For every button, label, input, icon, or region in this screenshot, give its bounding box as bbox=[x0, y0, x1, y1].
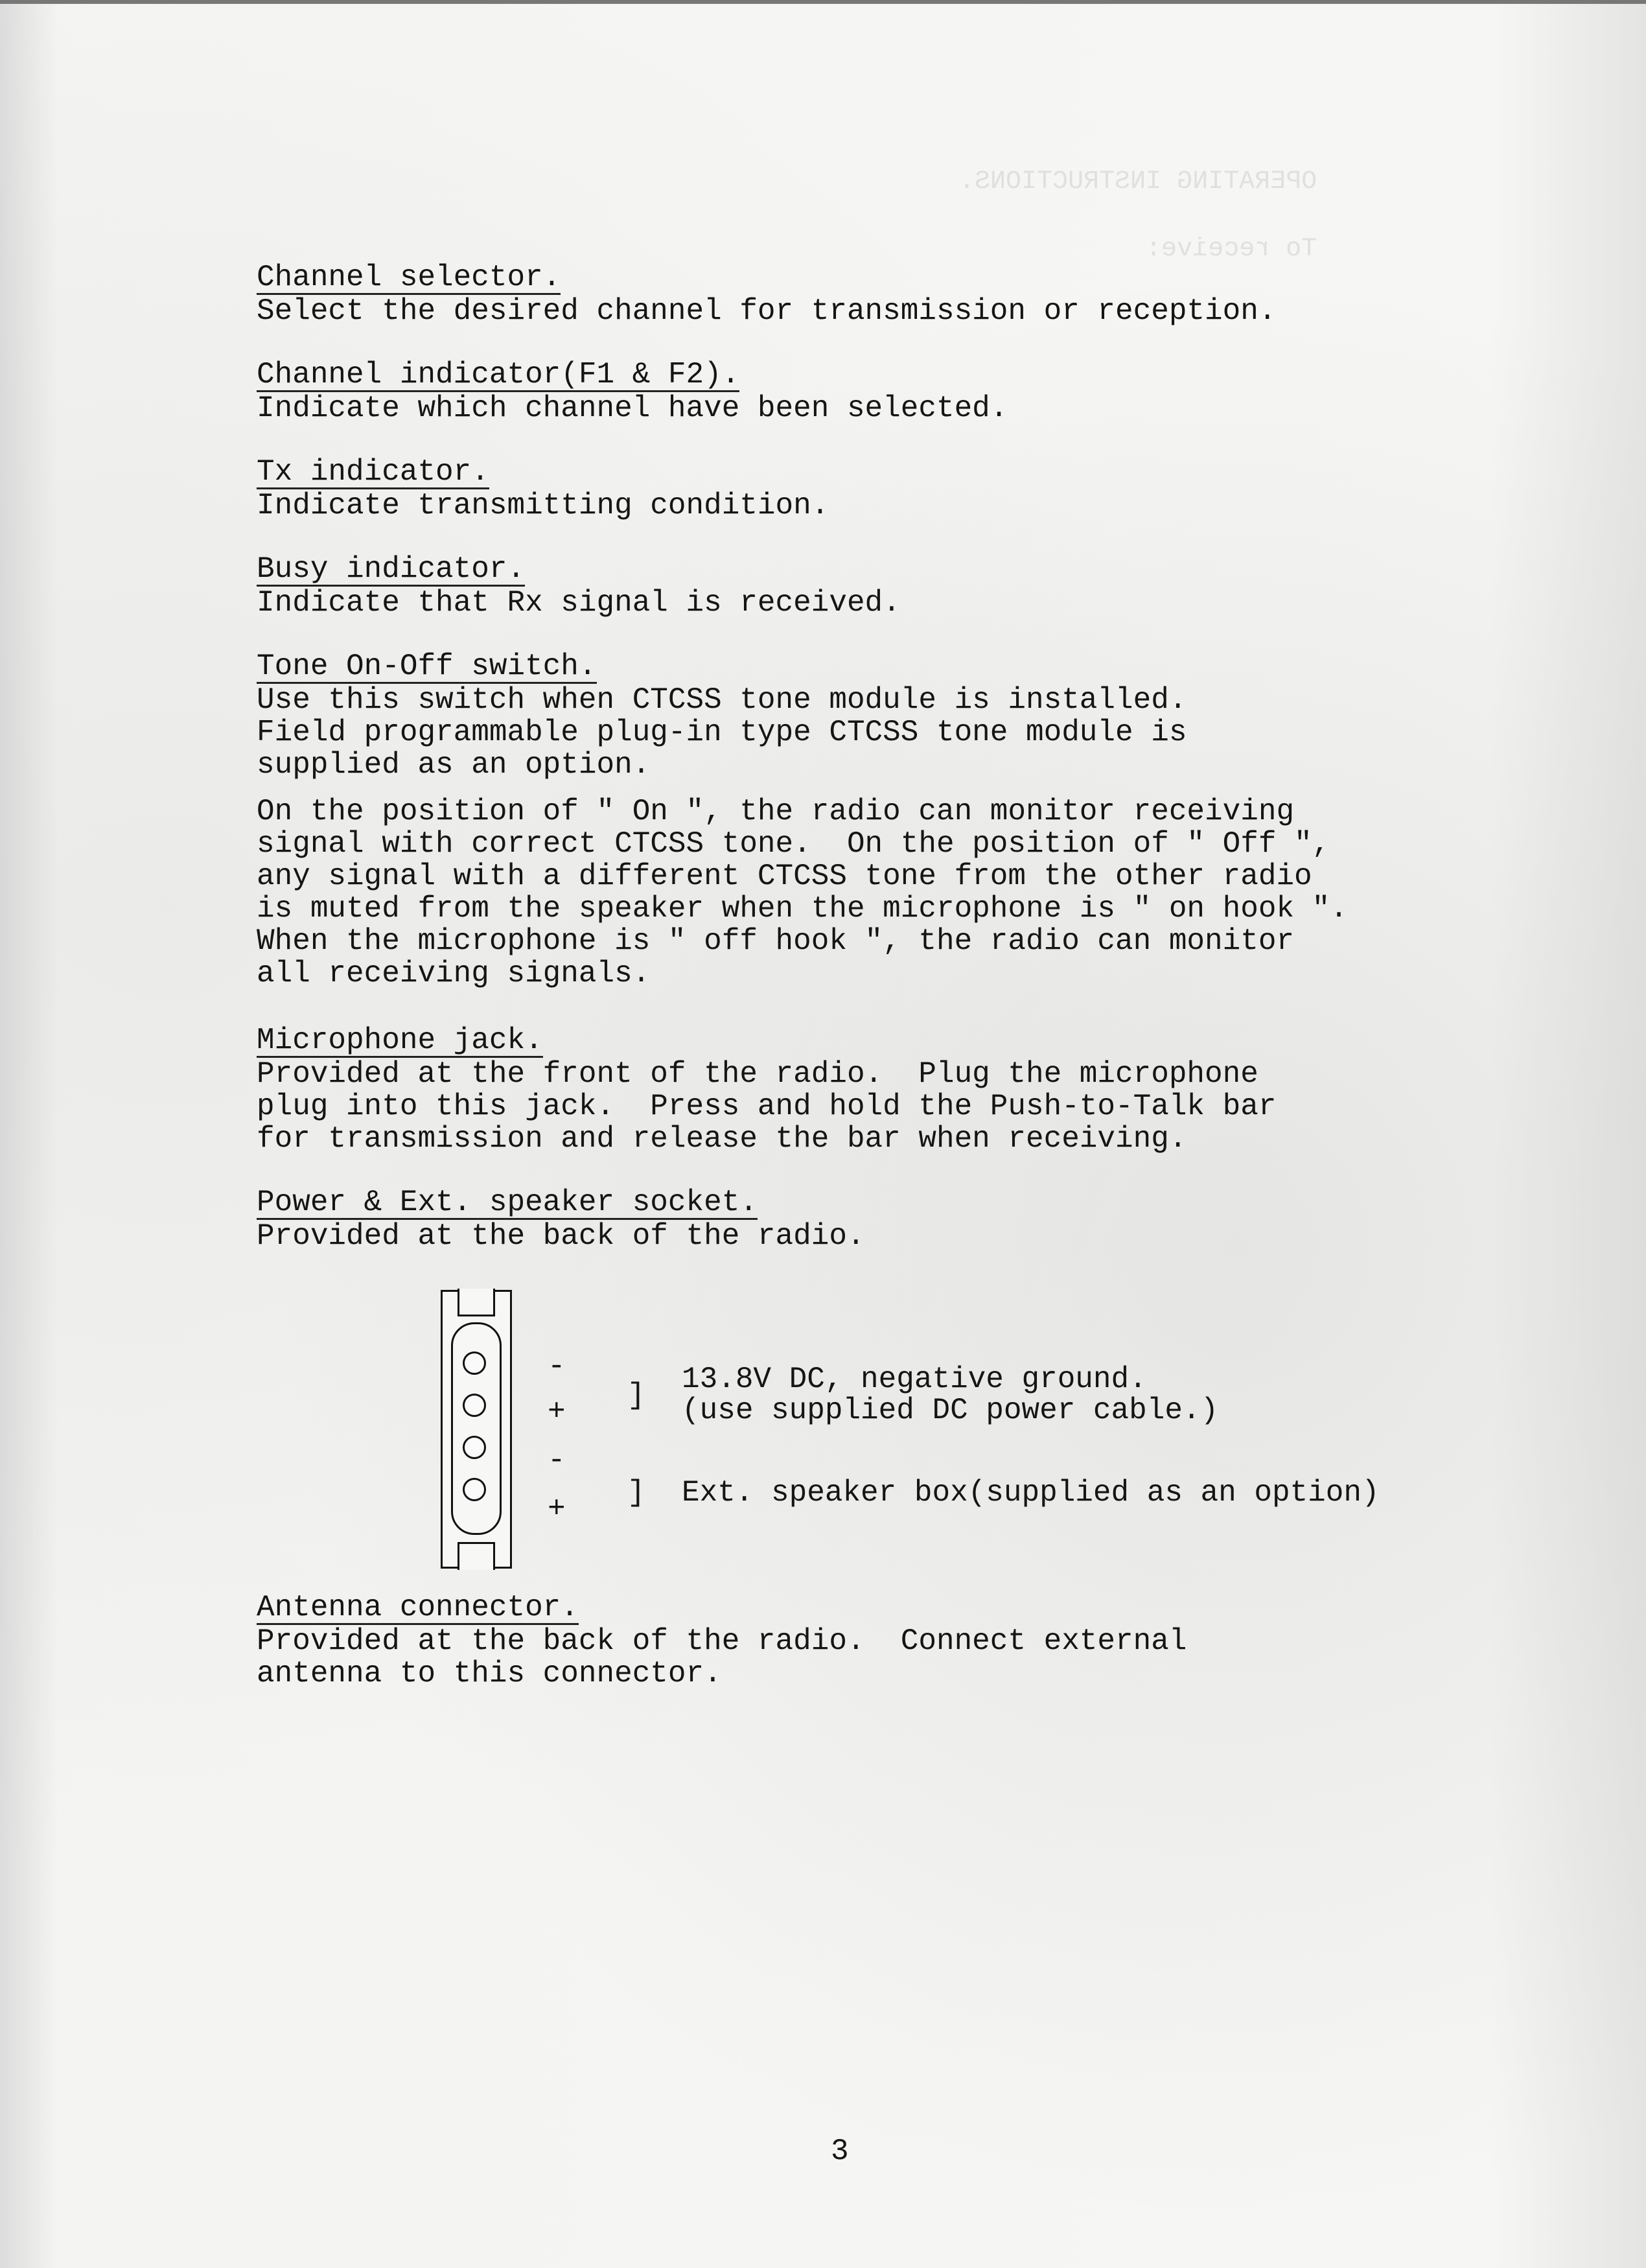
show-through-text: OPERATING INSTRUCTIONS. To receive: bbox=[959, 167, 1317, 264]
section-text: Field programmable plug-in type CTCSS tone module is bbox=[257, 716, 1187, 749]
section-heading: Busy indicator. bbox=[257, 552, 526, 586]
section-channel-indicator bbox=[257, 358, 1488, 425]
pin-polarity: - bbox=[548, 1350, 566, 1383]
section-tx-indicator bbox=[257, 456, 1488, 522]
socket-latch-top bbox=[458, 1289, 495, 1316]
section-power-socket bbox=[257, 1186, 1488, 1252]
pin-bracket: ] bbox=[627, 1476, 645, 1510]
pin-bracket: ] bbox=[627, 1379, 645, 1412]
pin-polarity: - bbox=[548, 1444, 566, 1477]
section-text: supplied as an option. bbox=[257, 748, 651, 782]
power-pin-note: (use supplied DC power cable.) bbox=[682, 1394, 1219, 1427]
section-text: for transmission and release the bar when receiving. bbox=[257, 1122, 1187, 1156]
section-text: is muted from the speaker when the microphone is " on hook ". bbox=[257, 892, 1348, 926]
section-text: signal with correct CTCSS tone. On the position of " Off ", bbox=[257, 827, 1330, 861]
pin-polarity: + bbox=[548, 1395, 566, 1429]
socket-latch-bottom bbox=[458, 1542, 495, 1570]
section-heading: Antenna connector. bbox=[257, 1591, 579, 1624]
section-text: Use this switch when CTCSS tone module is installed. bbox=[257, 683, 1187, 717]
speaker-pin-label: Ext. speaker box(supplied as an option) bbox=[682, 1476, 1380, 1510]
top-edge bbox=[0, 0, 1646, 4]
power-socket-diagram bbox=[441, 1290, 512, 1569]
socket-pin bbox=[463, 1436, 486, 1459]
section-text: antenna to this connector. bbox=[257, 1657, 722, 1690]
section-text: On the position of " On ", the radio can monitor receiving bbox=[257, 795, 1295, 828]
section-heading: Channel indicator(F1 & F2). bbox=[257, 358, 740, 392]
socket-pin bbox=[463, 1394, 486, 1417]
socket-pin bbox=[463, 1478, 486, 1501]
socket-pin bbox=[463, 1351, 486, 1375]
section-heading: Power & Ext. speaker socket. bbox=[257, 1186, 758, 1219]
section-text: Indicate which channel have been selected. bbox=[257, 392, 1008, 425]
section-heading: Channel selector. bbox=[257, 261, 561, 294]
section-microphone-jack bbox=[257, 1024, 1488, 1155]
section-busy-indicator bbox=[257, 553, 1488, 619]
section-text: When the microphone is " off hook ", the radio can monitor bbox=[257, 924, 1295, 958]
section-text: Provided at the front of the radio. Plug the microphone bbox=[257, 1057, 1258, 1091]
pin-polarity: + bbox=[548, 1492, 566, 1526]
section-heading: Tx indicator. bbox=[257, 455, 489, 489]
section-text: Provided at the back of the radio. bbox=[257, 1219, 865, 1253]
section-text: Indicate that Rx signal is received. bbox=[257, 586, 901, 620]
section-channel-selector bbox=[257, 261, 1488, 327]
page-number: 3 bbox=[831, 2134, 849, 2168]
power-pin-label: 13.8V DC, negative ground. bbox=[682, 1362, 1147, 1396]
section-text: any signal with a different CTCSS tone from the other radio bbox=[257, 859, 1312, 893]
section-text: Indicate transmitting condition. bbox=[257, 489, 829, 522]
section-antenna-connector bbox=[257, 1591, 1488, 1690]
section-heading: Microphone jack. bbox=[257, 1023, 543, 1057]
section-text: Provided at the back of the radio. Connect external bbox=[257, 1624, 1187, 1658]
section-text: all receiving signals. bbox=[257, 957, 651, 990]
section-heading: Tone On-Off switch. bbox=[257, 649, 597, 683]
section-tone-switch bbox=[257, 650, 1488, 990]
section-text: Select the desired channel for transmission or reception. bbox=[257, 294, 1277, 328]
section-text: plug into this jack. Press and hold the Push-to-Talk bar bbox=[257, 1090, 1277, 1123]
